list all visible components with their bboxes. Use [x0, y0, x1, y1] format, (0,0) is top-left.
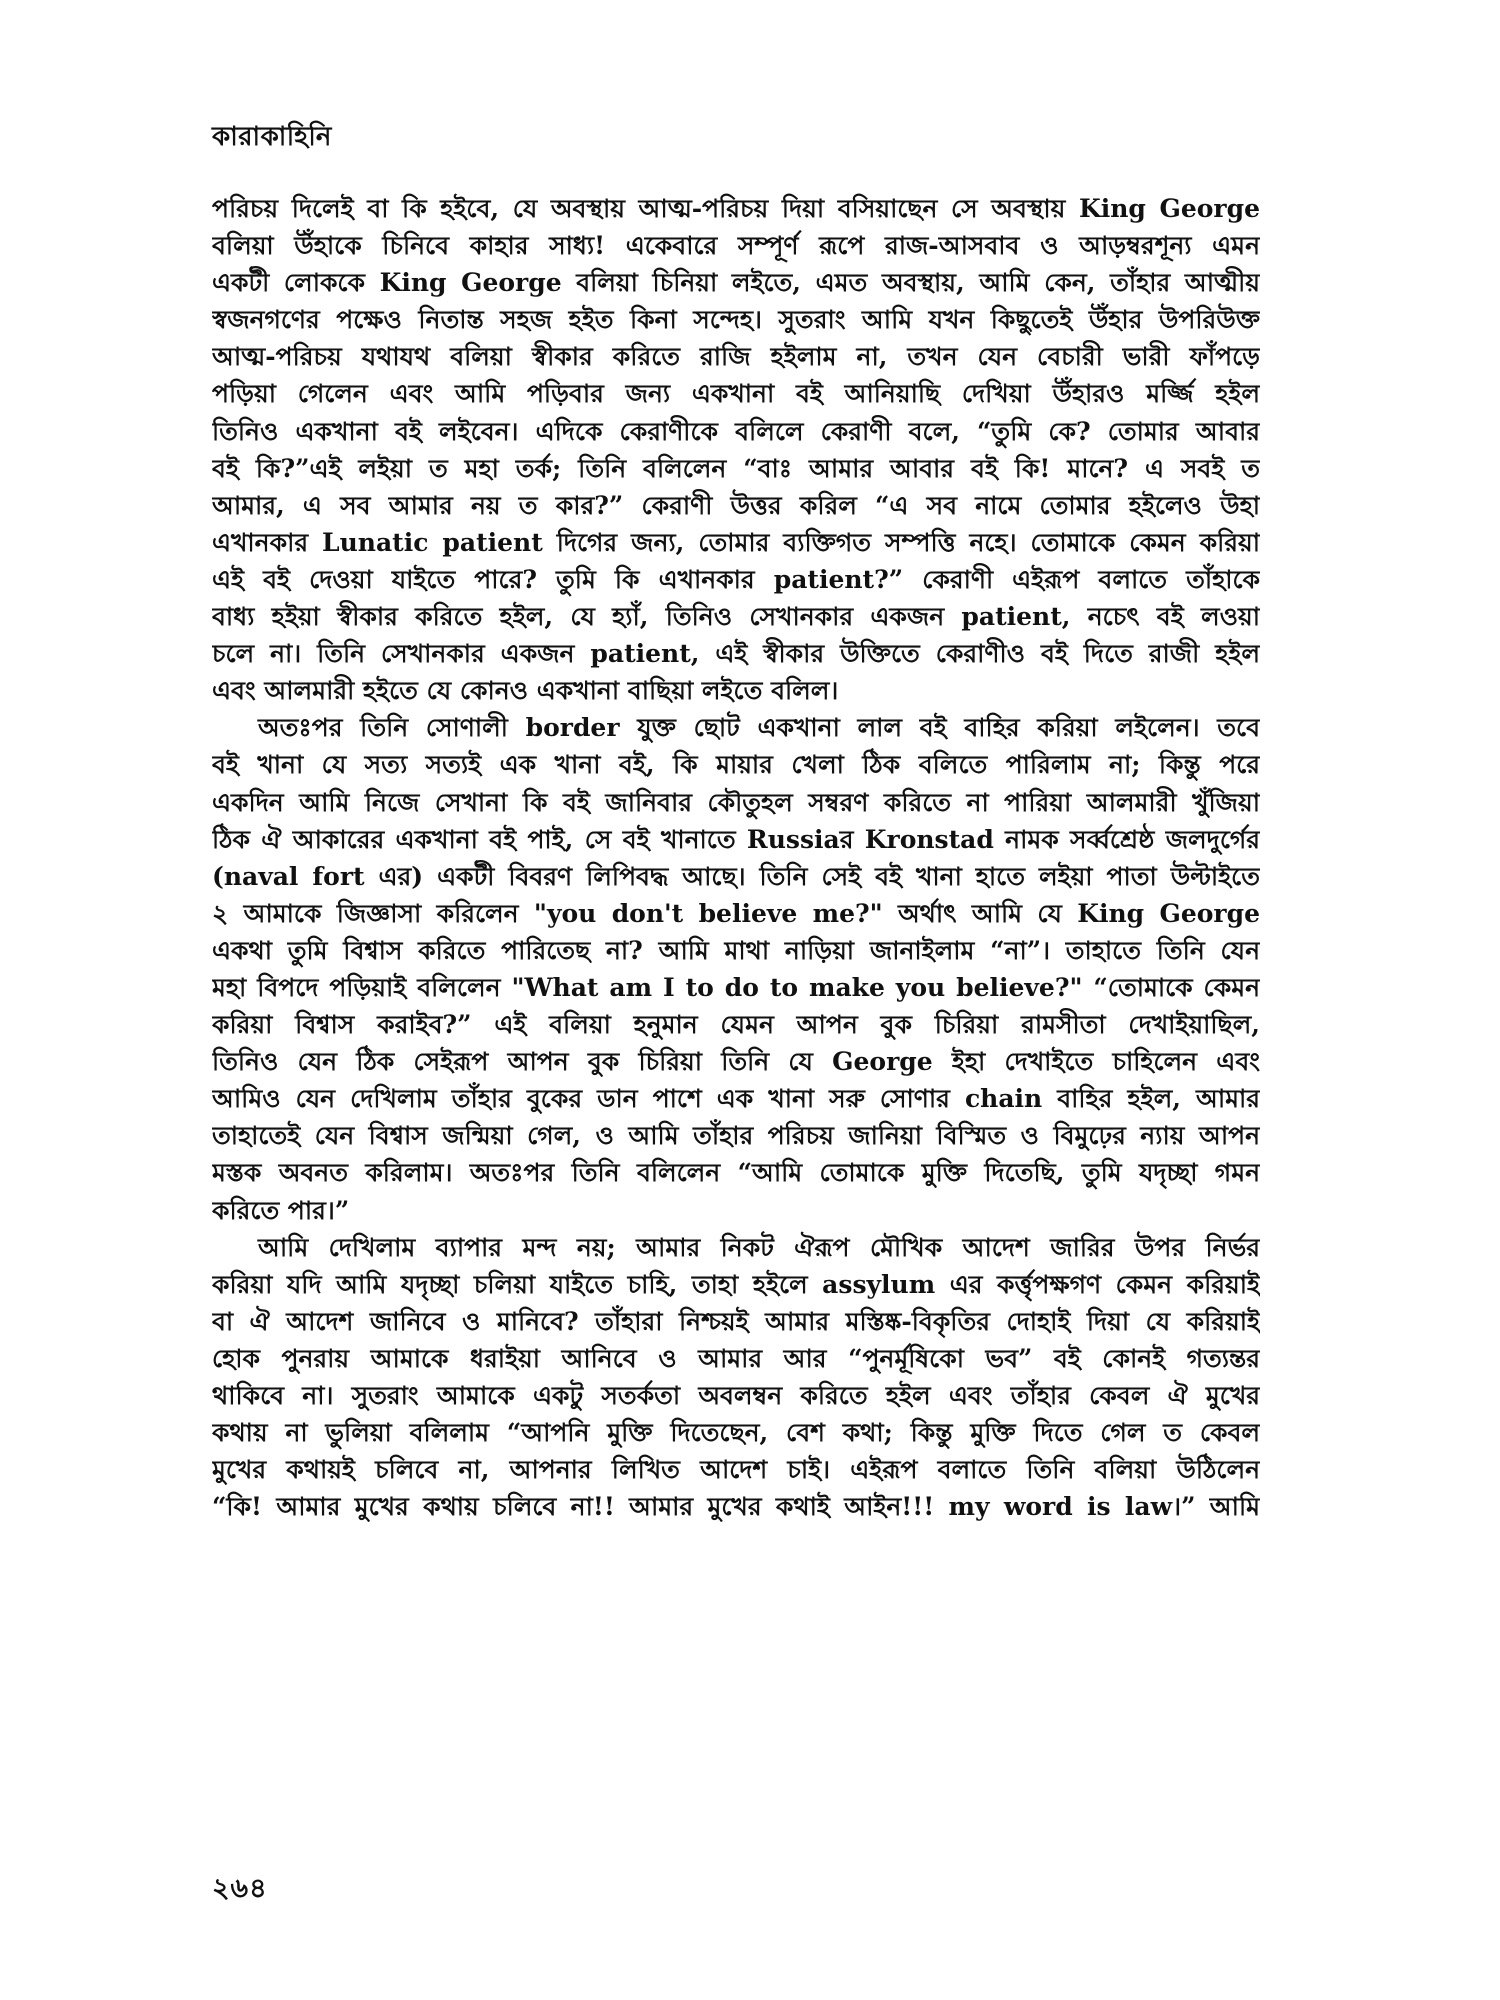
text-line: থাকিবে না। সুতরাং আমাকে একটু সতর্কতা অবলম্বন করিতে হইল এবং তাঁহার কেবল ঐ মুখের [212, 1381, 1260, 1410]
text-line: বাধ্য হইয়া স্বীকার করিতে হইল, যে হ্যাঁ, তিনিও সেখানকার একজন patient, নচেৎ বই লওয়া [212, 602, 1260, 632]
text-line: বা ঐ আদেশ জানিবে ও মানিবে? তাঁহারা নিশ্চয়ই আমার মস্তিষ্ক-বিকৃতির দোহাই দিয়া যে করিয়াই [212, 1306, 1260, 1336]
text-line: মহা বিপদে পড়িয়াই বলিলেন "What am I to do to make you believe?" “তোমাকে কেমন [212, 972, 1260, 1002]
text-line: তিনিও যেন ঠিক সেইরূপ আপন বুক চিরিয়া তিনি যে George ইহা দেখাইতে চাহিলেন এবং [212, 1047, 1260, 1077]
text-line: করিয়া যদি আমি যদৃচ্ছা চলিয়া যাইতে চাহি, তাহা হইলে assylum এর কর্ত্তৃপক্ষগণ কেমন করিয়াই [212, 1269, 1260, 1299]
text-line: ঠিক ঐ আকারের একখানা বই পাই, সে বই খানাতে Russiaর Kronstad নামক সর্ব্বশ্রেষ্ঠ জলদুর্গের [212, 824, 1260, 854]
text-line: আমার, এ সব আমার নয় ত কার?” কেরাণী উত্তর করিল “এ সব নামে তোমার হইলেও উহা [212, 490, 1260, 520]
text-line: কথায় না ভুলিয়া বলিলাম “আপনি মুক্তি দিতেছেন, বেশ কথা; কিন্তু মুক্তি দিতে গেল ত কেবল [212, 1418, 1260, 1448]
page-number: ২৬৪ [212, 1873, 268, 1904]
text-line: চলে না। তিনি সেখানকার একজন patient, এই স্বীকার উক্তিতে কেরাণীও বই দিতে রাজী হইল [212, 639, 1260, 669]
text-line: এখানকার Lunatic patient দিগের জন্য, তোমার ব্যক্তিগত সম্পত্তি নহে। তোমাকে কেমন করিয়া [212, 527, 1260, 557]
text-line: করিতে পার।” [212, 1195, 350, 1225]
text-line: তিনিও একখানা বই লইবেন। এদিকে কেরাণীকে বলিলে কেরাণী বলে, “তুমি কে? তোমার আবার [212, 416, 1260, 446]
text-line: এবং আলমারী হইতে যে কোনও একখানা বাছিয়া লইতে বলিল। [212, 676, 839, 706]
text-line: একদিন আমি নিজে সেখানা কি বই জানিবার কৌতুহল সম্বরণ করিতে না পারিয়া আলমারী খুঁজিয়া [212, 787, 1260, 817]
body-text [212, 190, 1260, 1525]
text-line: অতঃপর তিনি সোণালী border যুক্ত ছোট একখানা লাল বই বাহির করিয়া লইলেন। তবে [258, 713, 1260, 743]
text-line: মুখের কথায়ই চলিবে না, আপনার লিখিত আদেশ চাই। এইরূপ বলাতে তিনি বলিয়া উঠিলেন [212, 1455, 1260, 1485]
text-line: বলিয়া উঁহাকে চিনিবে কাহার সাধ্য! একেবারে সম্পূর্ণ রূপে রাজ-আসবাব ও আড়ম্বরশূন্য এমন [212, 231, 1260, 261]
text-line: তাহাতেই যেন বিশ্বাস জন্মিয়া গেল, ও আমি তাঁহার পরিচয় জানিয়া বিস্মিত ও বিমুঢ়ের ন্যায় আপন [212, 1121, 1260, 1151]
text-line: এই বই দেওয়া যাইতে পারে? তুমি কি এখানকার patient?” কেরাণী এইরূপ বলাতে তাঁহাকে [212, 564, 1260, 594]
text-line: বই খানা যে সত্য সত্যই এক খানা বই, কি মায়ার খেলা ঠিক বলিতে পারিলাম না; কিন্তু পরে [212, 750, 1260, 780]
text-line: পড়িয়া গেলেন এবং আমি পড়িবার জন্য একখানা বই আনিয়াছি দেখিয়া উঁহারও মর্জ্জি হইল [212, 379, 1260, 409]
text-line: আমিও যেন দেখিলাম তাঁহার বুকের ডান পাশে এক খানা সরু সোণার chain বাহির হইল, আমার [212, 1084, 1260, 1114]
text-line: “কি! আমার মুখের কথায় চলিবে না!! আমার মুখের কথাই আইন!!! my word is law।” আমি [212, 1492, 1260, 1522]
running-head: কারাকাহিনি [212, 122, 332, 152]
text-line: একথা তুমি বিশ্বাস করিতে পারিতেছ না? আমি মাথা নাড়িয়া জানাইলাম “না”। তাহাতে তিনি যেন [212, 935, 1260, 965]
paragraph-3 [212, 1229, 1260, 1526]
text-line: (naval fort এর) একটী বিবরণ লিপিবদ্ধ আছে। তিনি সেই বই খানা হাতে লইয়া পাতা উল্টাইতে [212, 861, 1260, 891]
text-line: হোক পুনরায় আমাকে ধরাইয়া আনিবে ও আমার আর “পুনর্মূষিকো ভব” বই কোনই গত্যন্তর [212, 1343, 1260, 1373]
text-line: করিয়া বিশ্বাস করাইব?” এই বলিয়া হনুমান যেমন আপন বুক চিরিয়া রামসীতা দেখাইয়াছিল, [212, 1010, 1260, 1040]
text-line: মস্তক অবনত করিলাম। অতঃপর তিনি বলিলেন “আমি তোমাকে মুক্তি দিতেছি, তুমি যদৃচ্ছা গমন [212, 1158, 1260, 1188]
text-line: বই কি?”এই লইয়া ত মহা তর্ক; তিনি বলিলেন “বাঃ আমার আবার বই কি! মানে? এ সবই ত [212, 453, 1260, 483]
text-line: আমি দেখিলাম ব্যাপার মন্দ নয়; আমার নিকট ঐরূপ মৌখিক আদেশ জারির উপর নির্ভর [258, 1232, 1260, 1262]
text-line: আত্ম-পরিচয় যথাযথ বলিয়া স্বীকার করিতে রাজি হইলাম না, তখন যেন বেচারী ভারী ফাঁপড়ে [212, 342, 1260, 372]
text-line: স্বজনগণের পক্ষেও নিতান্ত সহজ হইত কিনা সন্দেহ। সুতরাং আমি যখন কিছুতেই উঁহার উপরিউক্ত [212, 305, 1260, 335]
text-line: পরিচয় দিলেই বা কি হইবে, যে অবস্থায় আত্ম-পরিচয় দিয়া বসিয়াছেন সে অবস্থায় King George [212, 194, 1260, 223]
text-line: একটী লোককে King George বলিয়া চিনিয়া লইতে, এমত অবস্থায়, আমি কেন, তাঁহার আত্মীয় [212, 268, 1260, 298]
text-line: ২ আমাকে জিজ্ঞাসা করিলেন "you don't believe me?" অর্থাৎ আমি যে King George [212, 898, 1260, 928]
paragraph-2 [212, 709, 1260, 1228]
paragraph-1 [212, 190, 1260, 709]
